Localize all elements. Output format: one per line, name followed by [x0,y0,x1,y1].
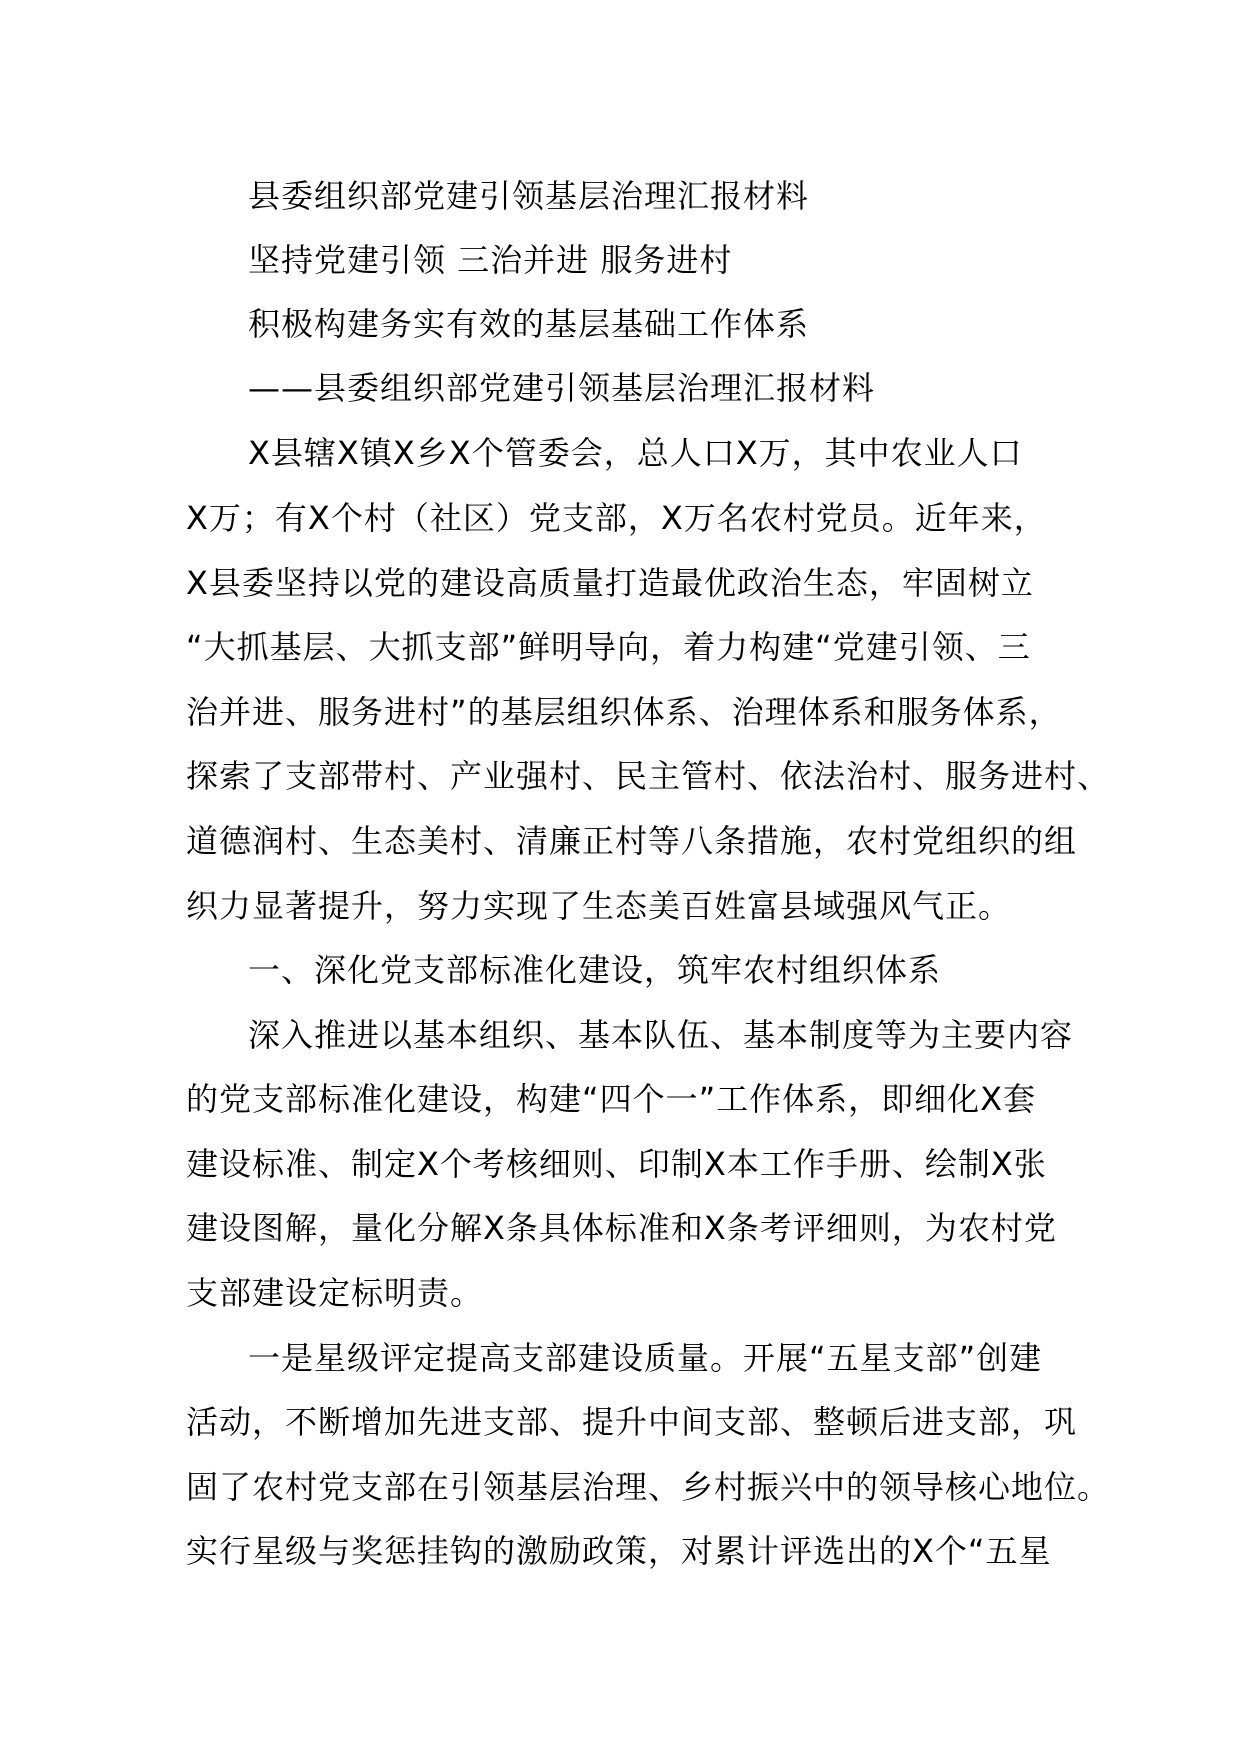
section-line: 建设图解，量化分解X条具体标准和X条考评细则，为农村党 [186,1209,1057,1247]
point-line: 实行星级与奖惩挂钩的激励政策，对累计评选出的X个“五星 [186,1532,1052,1570]
intro-line: “大抓基层、大抓支部”鲜明导向，着力构建“党建引领、三 [186,628,1031,666]
section-line: 深入推进以基本组织、基本队伍、基本制度等为主要内容 [248,1016,1074,1054]
intro-line: 道德润村、生态美村、清廉正村等八条措施，农村党组织的组 [186,822,1078,860]
title-line-1: 县委组织部党建引领基层治理汇报材料 [248,177,810,215]
point-line: 一是星级评定提高支部建设质量。开展“五星支部”创建 [248,1339,1043,1377]
intro-line: X县委坚持以党的建设高质量打造最优政治生态，牢固树立 [186,564,1034,602]
intro-line: X万；有X个村（社区）党支部，X万名农村党员。近年来， [186,499,1047,537]
title-line-3: 积极构建务实有效的基层基础工作体系 [248,305,810,343]
section-heading: 一、深化党支部标准化建设，筑牢农村组织体系 [248,951,942,989]
title-line-4: ——县委组织部党建引领基层治理汇报材料 [248,369,876,407]
section-line: 的党支部标准化建设，构建“四个一”工作体系，即细化X套 [186,1080,1037,1118]
point-line: 固了农村党支部在引领基层治理、乡村振兴中的领导核心地位。 [186,1468,1111,1506]
section-line: 支部建设定标明责。 [186,1274,484,1312]
title-line-2: 坚持党建引领 三治并进 服务进村 [248,241,733,279]
intro-line: X县辖X镇X乡X个管委会，总人口X万，其中农业人口 [248,434,1023,472]
intro-line: 治并进、服务进村”的基层组织体系、治理体系和服务体系， [186,693,1062,731]
point-line: 活动，不断增加先进支部、提升中间支部、整顿后进支部，巩 [186,1403,1078,1441]
intro-line: 探索了支部带村、产业强村、民主管村、依法治村、服务进村、 [186,757,1111,795]
intro-line: 织力显著提升，努力实现了生态美百姓富县域强风气正。 [186,887,1012,925]
section-line: 建设标准、制定X个考核细则、印制X本工作手册、绘制X张 [186,1145,1047,1183]
